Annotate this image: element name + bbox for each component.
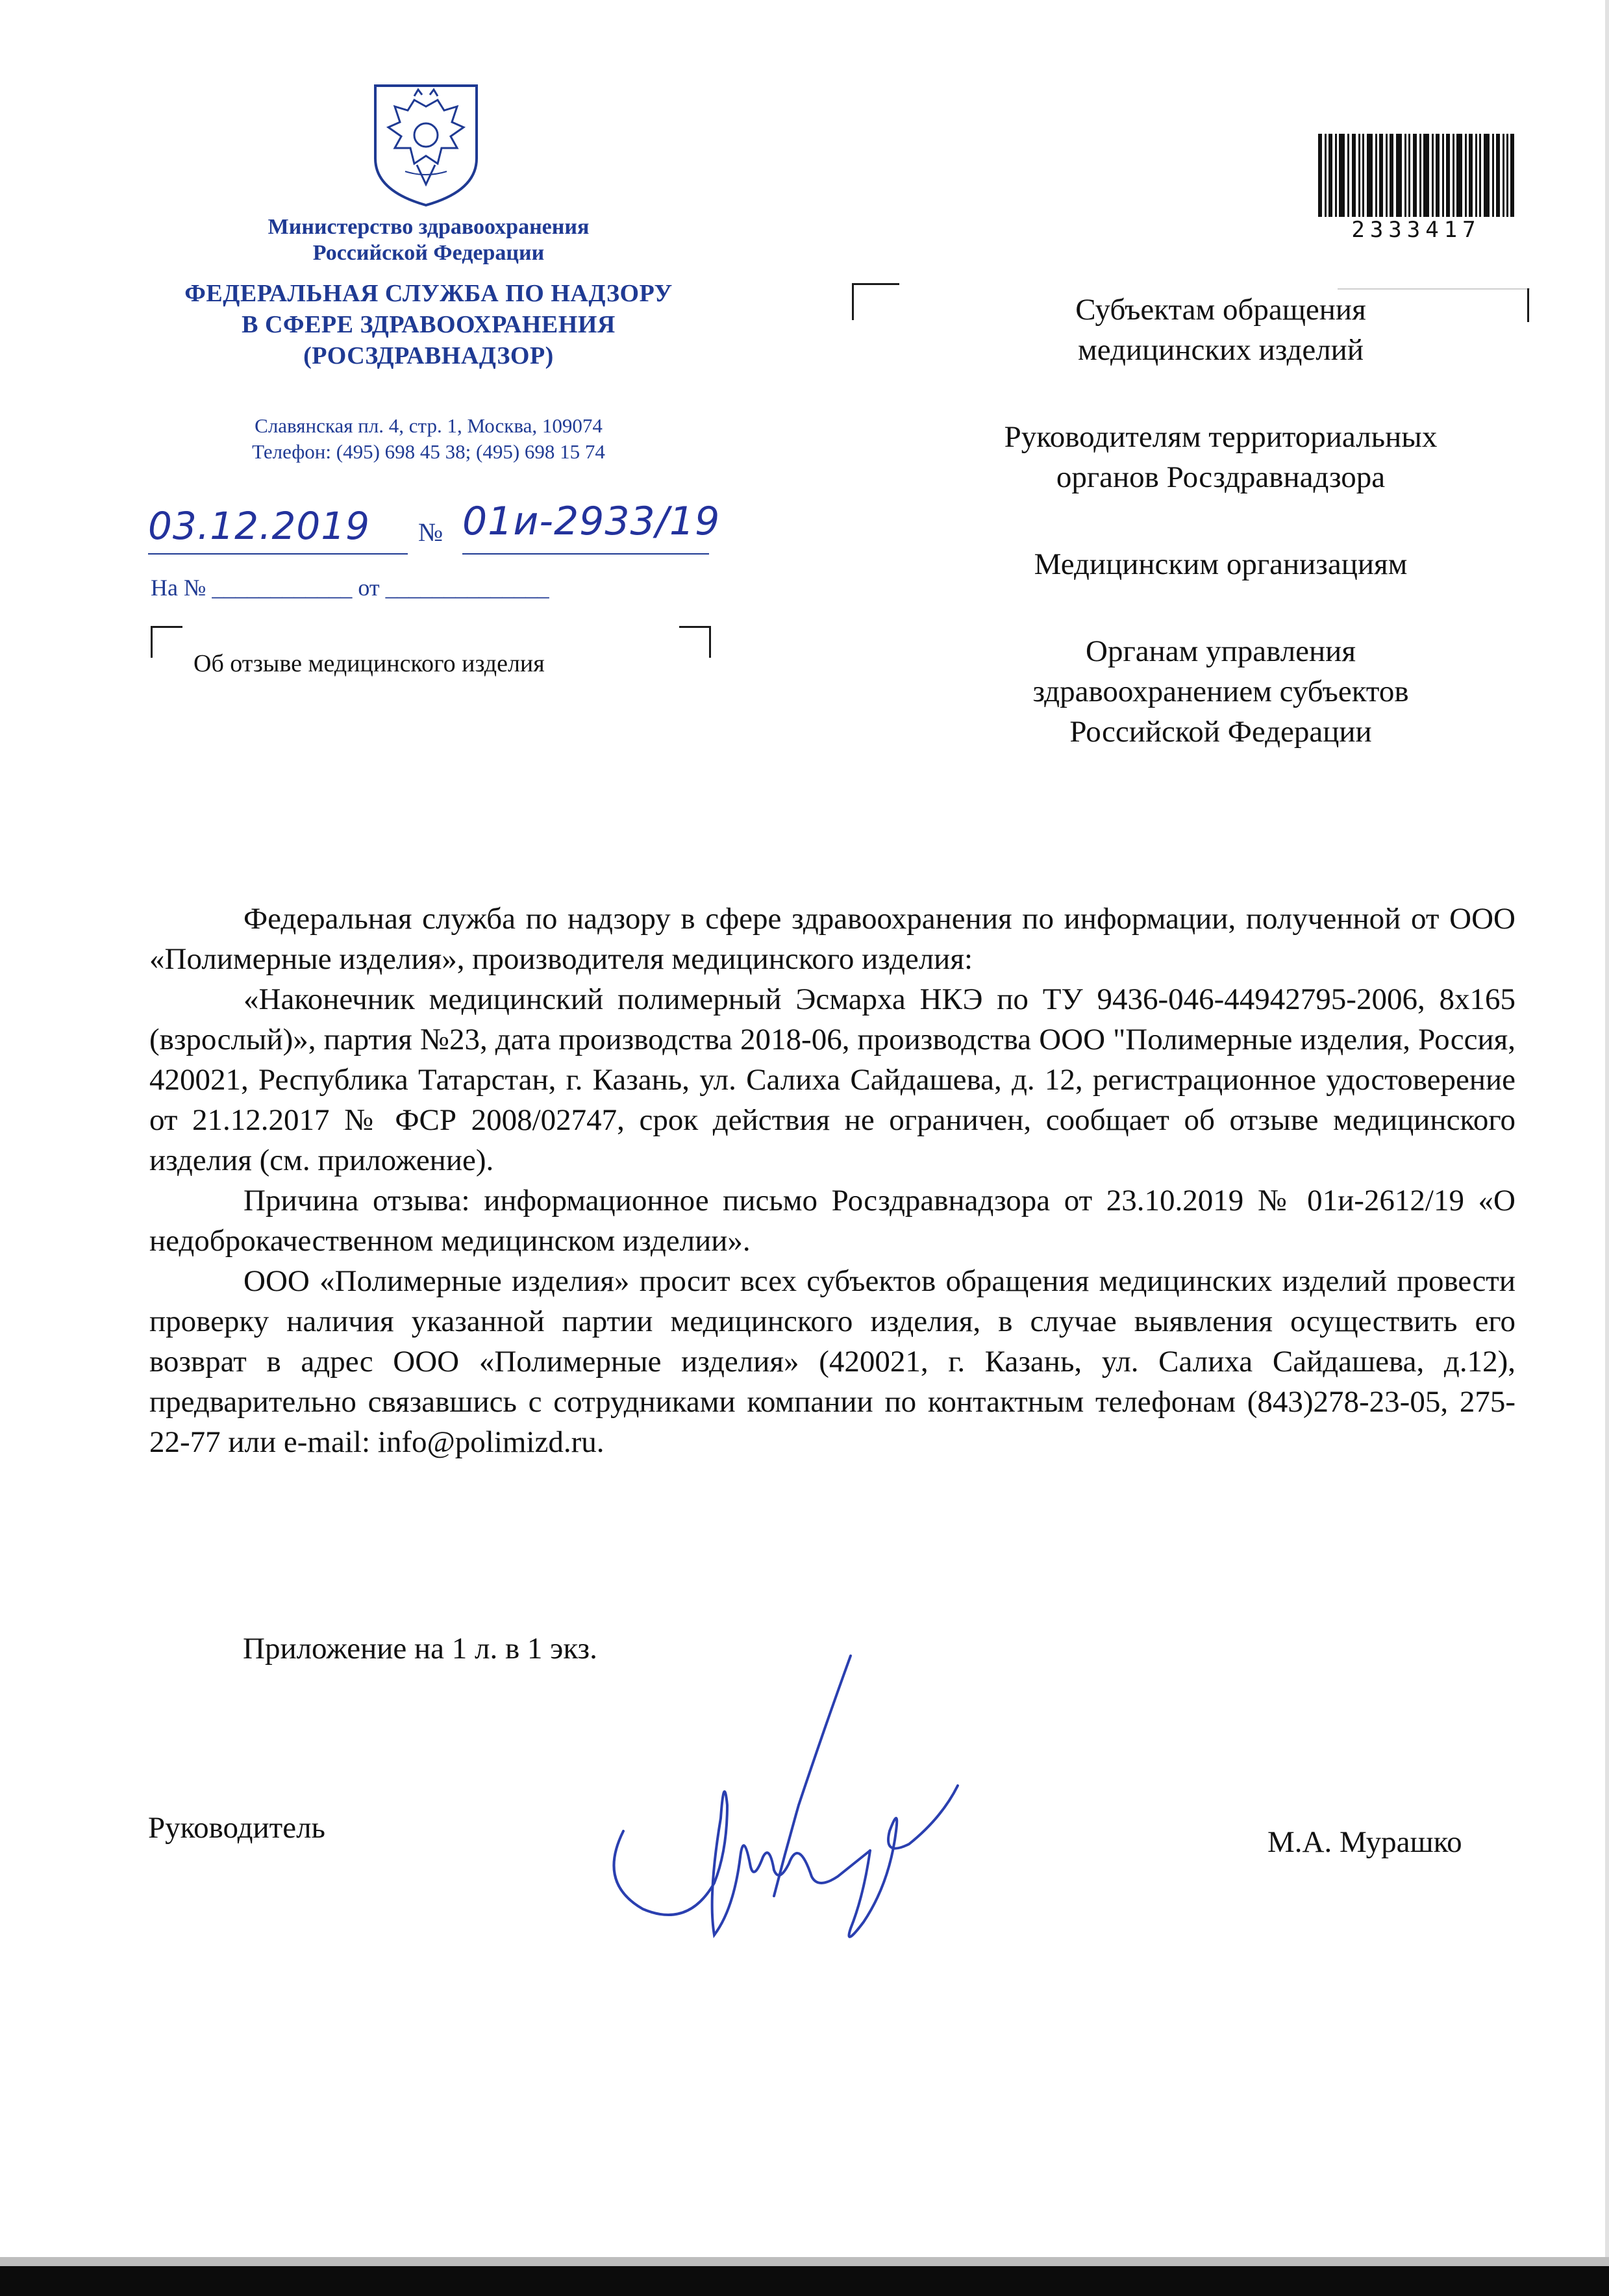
handwritten-signature — [604, 1636, 980, 1974]
address-line-1: Славянская пл. 4, стр. 1, Москва, 109074 — [255, 414, 603, 437]
letter-body — [149, 899, 1515, 1462]
addressee-item: Руководителям территориальных органов Росздравнадзора — [1004, 420, 1438, 494]
ministry-line-1: Министерство здравоохранения — [268, 215, 590, 239]
body-paragraph: Причина отзыва: информационное письмо Росздравнадзора от 23.10.2019 № 01и-2612/19 «О недоброкачественном медицинском изделии». — [149, 1184, 1515, 1258]
service-line-3: (РОСЗДРАВНАДЗОР) — [303, 342, 554, 369]
sender-address — [149, 413, 708, 465]
body-paragraph: «Наконечник медицинский полимерный Эсмарха НКЭ по ТУ 9436-046-44942795-2006, 8х165 (взрослый)», партия №23, дата производства 2018-06, производства ООО "Полимерные изделия, Россия, 420021, Республика Татарстан, г. Казань, ул. Салиха Сайдашева, д. 12, регистрационное удостоверение от 21.12.2017 № ФСР 2008/02747, срок действия не ограничен, сообщает об отзыве медицинского изделия (см. приложение). — [149, 982, 1515, 1177]
letter-subject: Об отзыве медицинского изделия — [193, 650, 545, 677]
corner-bracket — [151, 626, 182, 658]
registration-number-label: № — [418, 518, 443, 547]
body-paragraph: ООО «Полимерные изделия» просит всех субъектов обращения медицинских изделий провести проверку наличия указанной партии медицинского изделия, в случае выявления осуществить его возврат в адрес ООО «Полимерные изделия» (420021, г. Казань, ул. Салиха Сайдашева, д.12), предварительно связавшись с сотрудниками компании по контактным телефонам (843)278-23-05, 275-22-77 или e-mail: info@polimizd.ru. — [149, 1264, 1515, 1459]
corner-bracket — [679, 626, 711, 658]
body-paragraph: Федеральная служба по надзору в сфере здравоохранения по информации, полученной от ООО «Полимерные изделия», производителя медицинского изделия: — [149, 902, 1515, 976]
corner-bracket — [852, 283, 899, 320]
addressee-item: Субъектам обращения медицинских изделий — [1075, 293, 1366, 367]
signatory-role: Руководитель — [148, 1811, 325, 1845]
registration-date: 03.12.2019 — [148, 504, 371, 548]
ministry-line-2: Российской Федерации — [312, 241, 545, 265]
service-line-2: В СФЕРЕ ЗДРАВООХРАНЕНИЯ — [242, 311, 616, 338]
barcode-number: 2333417 — [1351, 217, 1481, 243]
ministry-name — [149, 214, 708, 266]
addressee-item: Медицинским организациям — [1034, 547, 1408, 581]
addressee-item: Органам управления здравоохранением субъектов Российской Федерации — [1032, 634, 1409, 749]
service-line-1: ФЕДЕРАЛЬНАЯ СЛУЖБА ПО НАДЗОРУ — [184, 280, 673, 307]
address-line-2: Телефон: (495) 698 45 38; (495) 698 15 74 — [252, 440, 605, 463]
coat-of-arms-icon — [369, 81, 483, 208]
registration-number: 01и-2933/19 — [462, 499, 721, 544]
signatory-name: М.А. Мурашко — [1267, 1825, 1462, 1859]
barcode — [1318, 134, 1514, 217]
addressee-list — [896, 290, 1545, 799]
reply-reference: На № ____________ от ______________ — [151, 575, 549, 601]
attachment-note: Приложение на 1 л. в 1 экз. — [243, 1632, 597, 1666]
service-name — [110, 278, 747, 371]
